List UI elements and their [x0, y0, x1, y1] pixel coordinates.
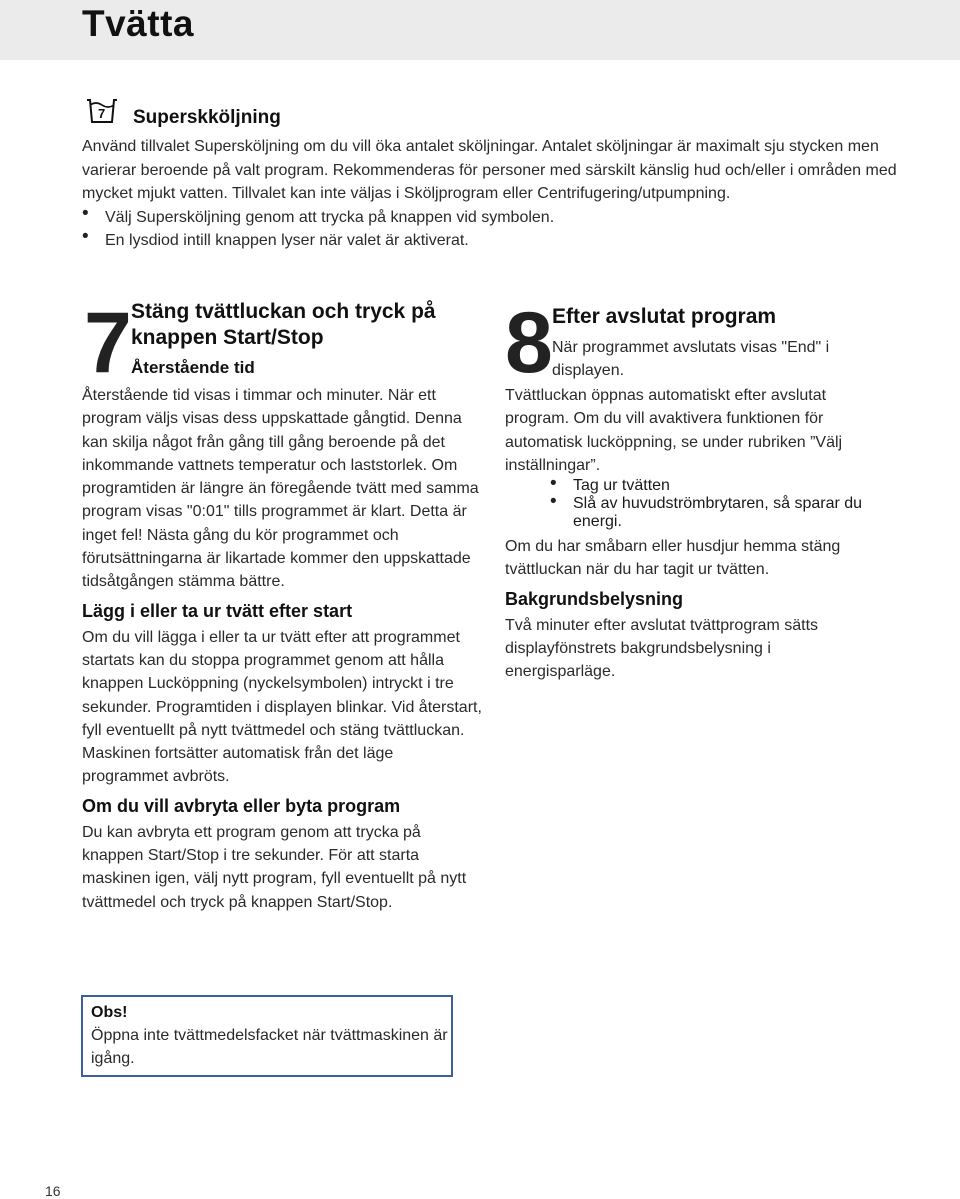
step-8-intro: När programmet avslutats visas "End" i displayen.	[552, 339, 830, 380]
backlight-heading: Bakgrundsbelysning	[505, 588, 684, 609]
add-remove-text: Om du vill lägga i eller ta ur tvätt efter att programmet startats kan du stoppa programmet genom att hålla knappen Lucköppning (nyckelsymbolen) intryckt i tre sekunder. Programtiden i displayen blinkar. Vid återstart, fyll eventuellt på nytt tvättmedel och stäng tvättluckan. Maskinen fortsätter automatisk från det läge programmet avbröts.	[82, 628, 482, 786]
bullet-item: • Tag ur tvätten	[505, 477, 885, 495]
add-remove-heading: Lägg i eller ta ur tvätt efter start	[82, 600, 353, 621]
step-7-number: 7	[84, 295, 132, 391]
step-8-number: 8	[505, 295, 553, 391]
supersköljning-intro: Använd tillvalet Supersköljning om du vill öka antalet sköljningar. Antalet sköljningar är maximalt sju stycken men varierar beroende på valt program. Rekommenderas för personer med särskilt känslig hud och/eller i områden med mycket mjukt vatten. Tillvalet kan inte väljas i Sköljprogram eller Centrifugering/utpumpning.	[82, 138, 897, 202]
supersköljning-bullets	[82, 206, 912, 253]
bullet-item: • En lysdiod intill knappen lyser när valet är aktiverat.	[82, 229, 912, 253]
bullet-item: • Välj Supersköljning genom att trycka på knappen vid symbolen.	[82, 206, 912, 230]
cancel-text: Du kan avbryta ett program genom att trycka på knappen Start/Stop i tre sekunder. För att starta maskinen igen, välj nytt program, fyll eventuellt på nytt tvättmedel och tryck på knappen Start/Stop.	[82, 823, 467, 911]
step-8-content	[505, 384, 885, 684]
children-pets-text: Om du har småbarn eller husdjur hemma stäng tvättluckan när du har tagit ur tvätten.	[505, 538, 841, 579]
obs-text: Öppna inte tvättmedelsfacket när tvättmaskinen är igång.	[91, 1027, 448, 1067]
step-8-bullets	[505, 477, 885, 531]
obs-notice-box	[81, 995, 453, 1077]
door-open-text: Tvättluckan öppnas automatiskt efter avslutat program. Om du vill avaktivera funktionen för automatisk lucköppning, se under rubriken ”Välj inställningar”.	[505, 387, 843, 474]
bullet-item: • Slå av huvudströmbrytaren, så sparar du energi.	[505, 495, 885, 531]
step-7-content	[82, 384, 482, 914]
header-band	[0, 0, 960, 60]
obs-title: Obs!	[91, 1004, 128, 1021]
step-8-title: Efter avslutat program	[552, 305, 777, 328]
backlight-text: Två minuter efter avslutat tvättprogram sätts displayfönstrets bakgrundsbelysning i energisparläge.	[505, 616, 819, 681]
cancel-heading: Om du vill avbryta eller byta program	[82, 795, 401, 816]
supersköljning-heading: Superskköljning	[133, 107, 281, 128]
step-7-title: Stäng tvättluckan och tryck på knappen Start/Stop	[131, 300, 436, 349]
svg-text:7: 7	[98, 106, 106, 121]
remaining-time-text: Återstående tid visas i timmar och minuter. När ett program väljs visas dess uppskattade gångtid. Denna kan skilja något från gång till gång beroende på det inkommande vattnets temperatur och laststorlek. Om programtiden är längre än föregående tvätt med samma program visas "0:01" tills programmet är klart. Detta är inget fel! Nästa gång du kör programmet och förutsättningarna är likartade kommer den uppskattade tidsåtgången stämma bättre.	[82, 387, 479, 591]
supersköljning-section	[82, 135, 912, 253]
step-7-subtitle: Återstående tid	[131, 358, 255, 377]
page-number: 16	[45, 1183, 61, 1199]
tub-with-number-7-icon	[86, 98, 118, 124]
page-title: Tvätta	[82, 3, 194, 44]
